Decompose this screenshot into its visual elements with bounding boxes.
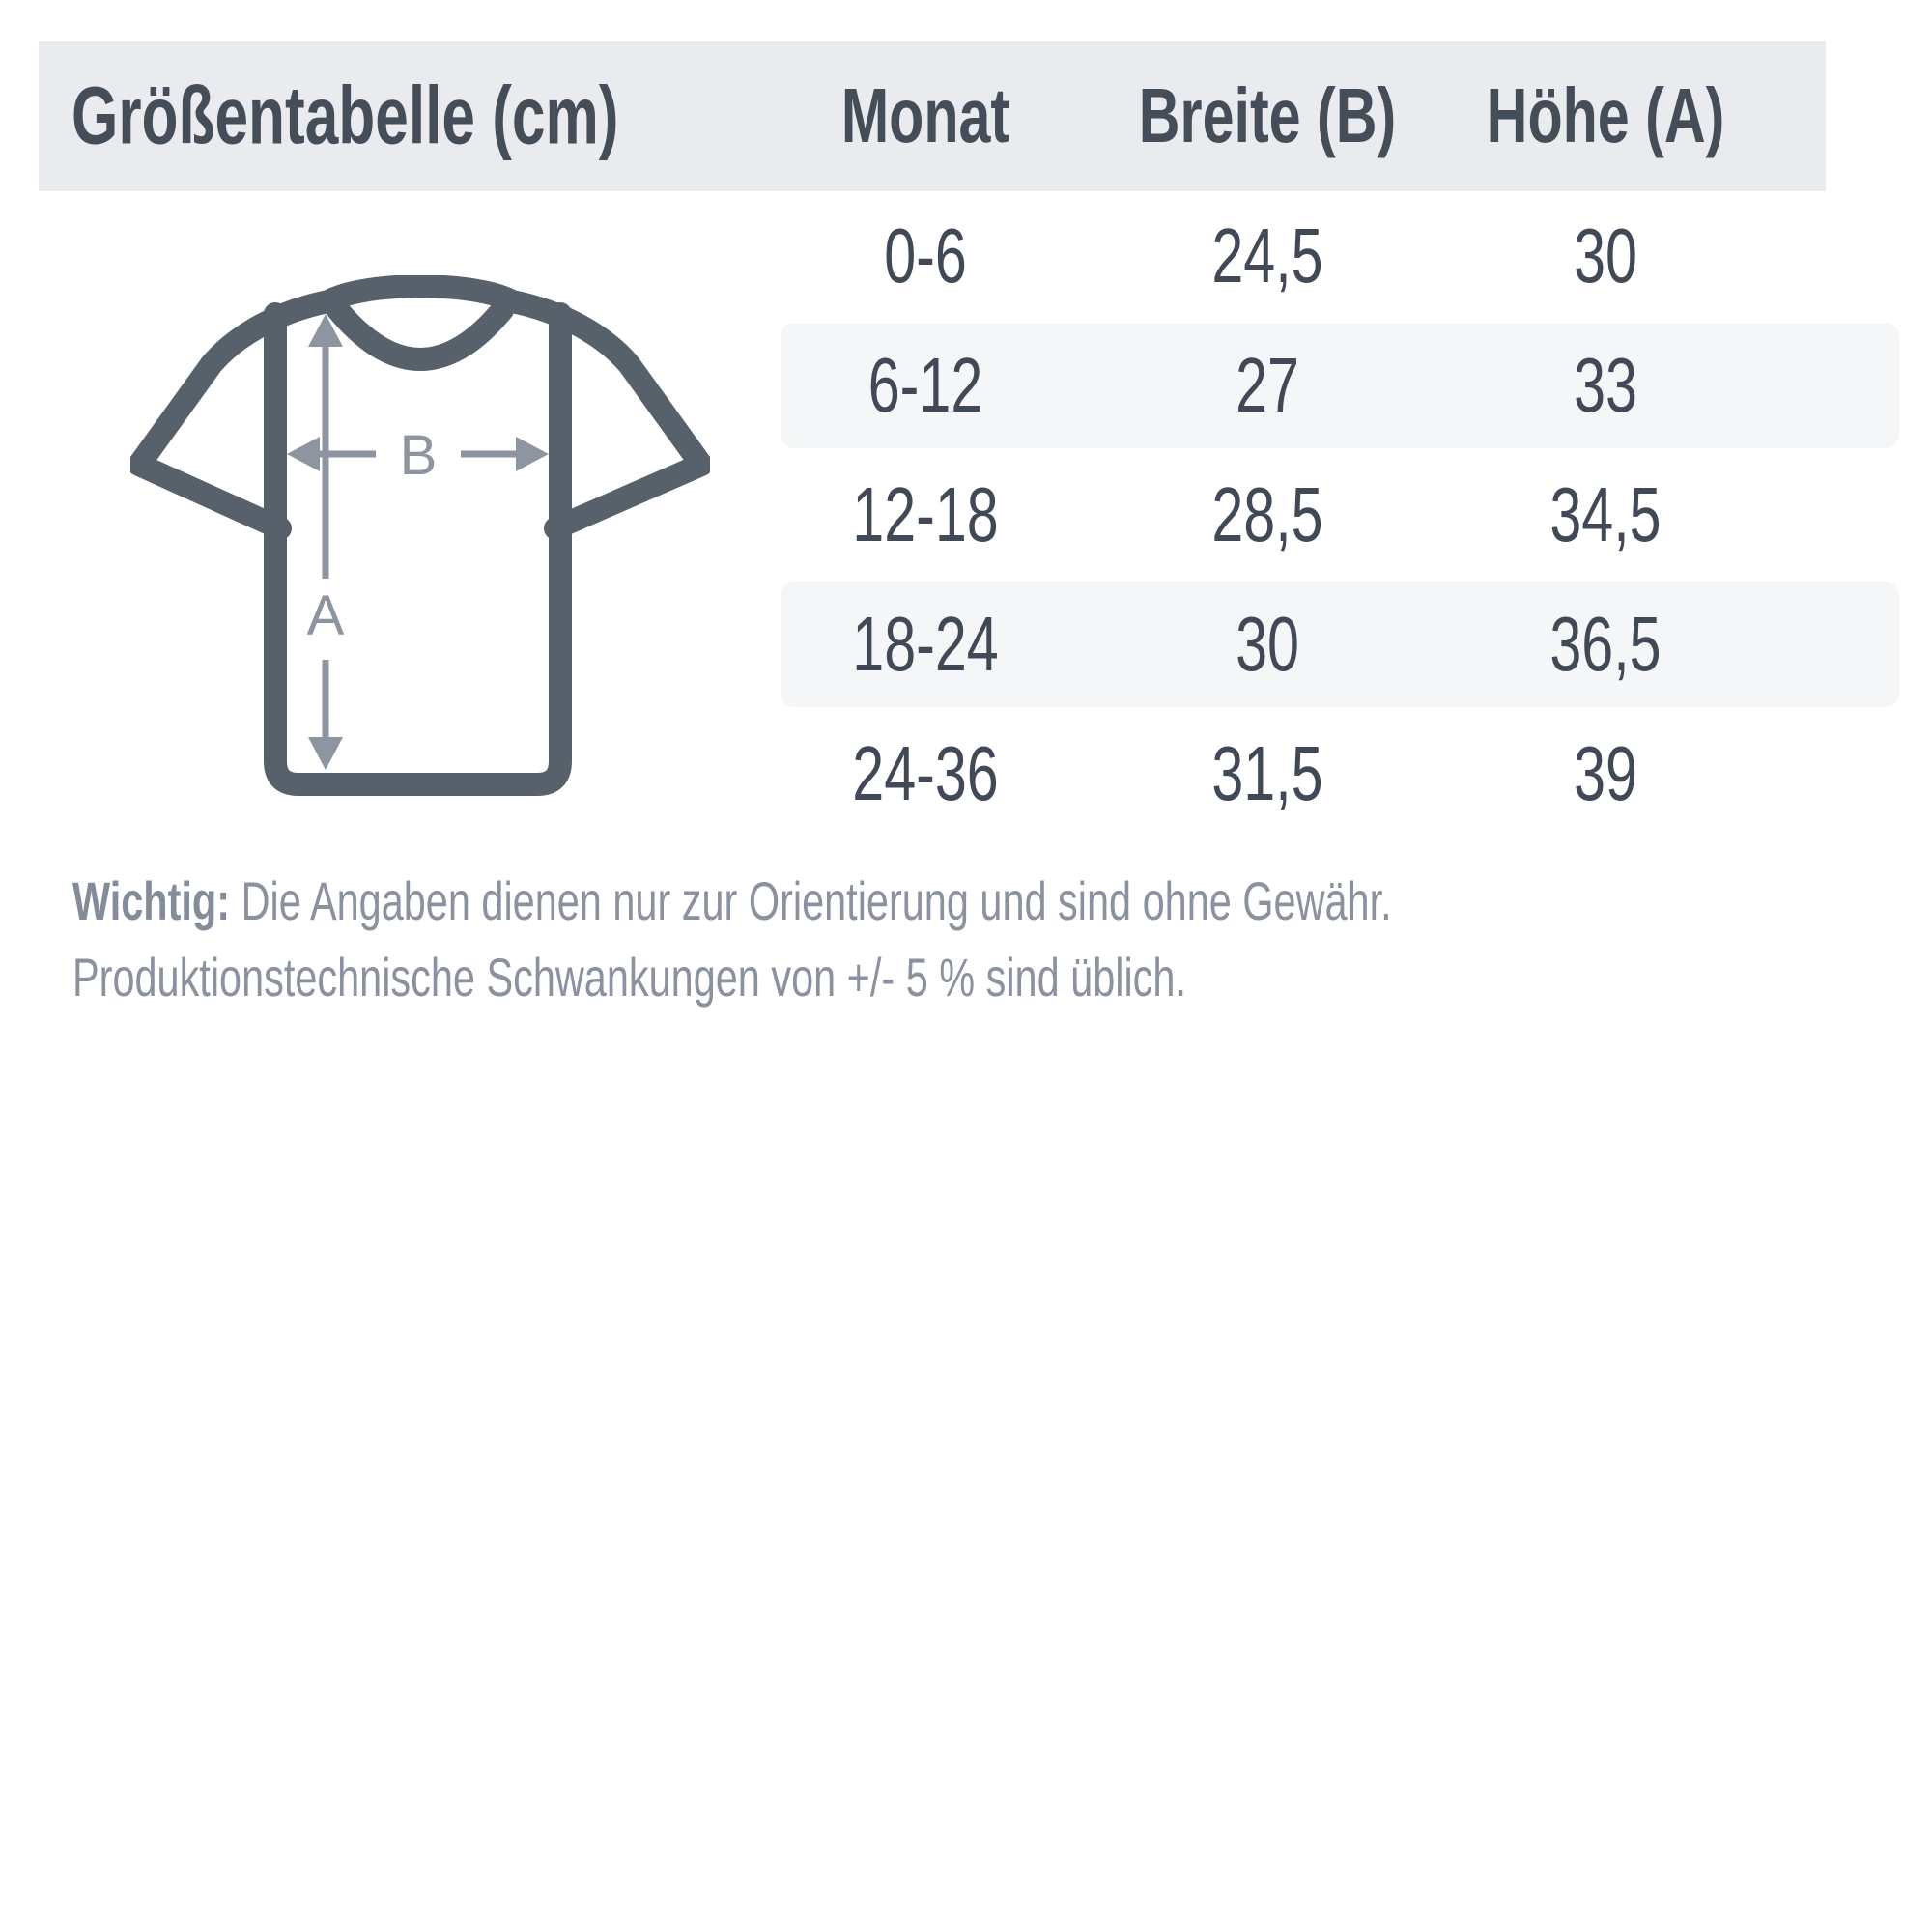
page-title: Größentabelle (cm) bbox=[71, 70, 619, 161]
width-label: B bbox=[399, 424, 438, 487]
table-row bbox=[0, 191, 1932, 321]
table-row bbox=[0, 709, 1932, 838]
cell-hoehe: 33 bbox=[1574, 342, 1637, 428]
cell-breite: 30 bbox=[1236, 601, 1299, 687]
cell-hoehe: 39 bbox=[1574, 730, 1637, 816]
table-row bbox=[0, 580, 1932, 709]
cell-breite: 24,5 bbox=[1211, 213, 1323, 298]
column-header-monat: Monat bbox=[840, 72, 1010, 158]
cell-monat: 6-12 bbox=[867, 342, 983, 428]
table-header bbox=[39, 41, 1826, 191]
column-header-hoehe: Höhe (A) bbox=[1486, 72, 1725, 158]
column-header-breite: Breite (B) bbox=[1138, 72, 1397, 158]
cell-monat: 0-6 bbox=[884, 213, 967, 298]
cell-hoehe: 30 bbox=[1574, 213, 1637, 298]
table-row bbox=[0, 450, 1932, 580]
cell-monat: 12-18 bbox=[852, 471, 999, 557]
cell-breite: 31,5 bbox=[1211, 730, 1323, 816]
note-line-2: Produktionstechnische Schwankungen von +/- 5 % sind üblich. bbox=[72, 947, 1186, 1008]
cell-hoehe: 34,5 bbox=[1549, 471, 1662, 557]
cell-monat: 24-36 bbox=[852, 730, 999, 816]
note-line-1 bbox=[72, 863, 1431, 939]
cell-hoehe: 36,5 bbox=[1549, 601, 1662, 687]
note-line-1-text: Die Angaben dienen nur zur Orientierung und sind ohne Gewähr. bbox=[230, 870, 1392, 931]
cell-monat: 18-24 bbox=[852, 601, 999, 687]
height-label: A bbox=[306, 584, 345, 647]
table-row bbox=[0, 321, 1932, 450]
cell-breite: 27 bbox=[1236, 342, 1299, 428]
cell-breite: 28,5 bbox=[1211, 471, 1323, 557]
note-bold-prefix: Wichtig: bbox=[72, 870, 231, 931]
disclaimer-note bbox=[72, 863, 1431, 1015]
